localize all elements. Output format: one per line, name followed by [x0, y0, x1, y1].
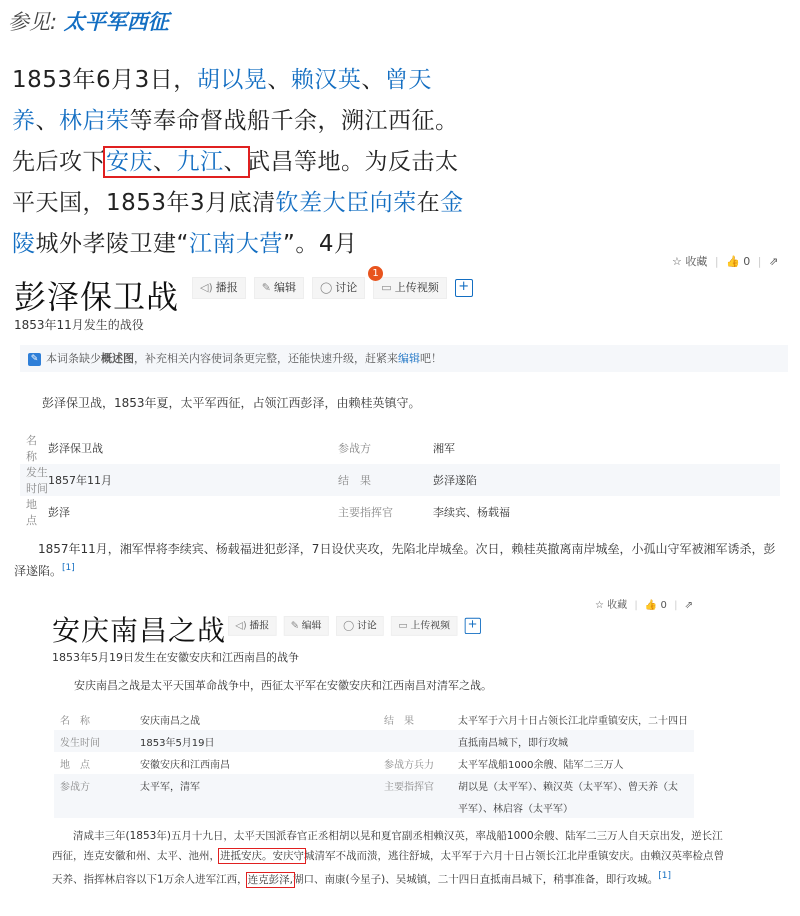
see-also [8, 6, 169, 36]
link-lai-hanying[interactable]: 赖汉英 [290, 67, 362, 93]
info-value: 安庆南昌之战 [140, 715, 200, 727]
entry1-subtitle: 1853年11月发生的战役 [14, 318, 144, 332]
info-key [384, 730, 458, 752]
see-also-link[interactable]: 太平军西征 [63, 10, 169, 34]
intro-text: 在 [416, 190, 441, 216]
play-button[interactable] [192, 277, 246, 299]
info-value: 平军）、林启容（太平军） [458, 796, 694, 818]
notice-text: 本词条缺少 [46, 352, 101, 365]
share-icon[interactable]: ⇗ [769, 255, 779, 268]
notice-bold: 概述图 [101, 352, 134, 365]
info-key: 发生时间 [20, 464, 48, 496]
entry1-toolbar [192, 277, 473, 299]
info-key [54, 796, 140, 818]
link-jiangnan-camp[interactable]: 江南大营 [188, 231, 283, 257]
body-text: 城清军不战而溃，逃往舒城，太平军于六月十日占领长江北岸重镇安庆。由赖汉英率检点曾天养、指挥林启容以下1万余人进军江西， [52, 850, 724, 886]
info-key: 地 点 [26, 498, 48, 527]
info-value: 1853年5月19日 [140, 730, 384, 752]
info-value: 太平军战船1000余艘、陆军二三万人 [458, 759, 624, 771]
edit-button[interactable] [284, 616, 329, 636]
thumb-up-icon[interactable]: 👍 [726, 255, 740, 268]
discuss-label: 讨论 [356, 619, 377, 632]
intro-text: 等奉命督战船千余，溯江西征。先后攻下 [12, 108, 459, 175]
upload-label: 上传视频 [394, 281, 439, 294]
favorite-button[interactable]: 收藏 [685, 255, 708, 268]
info-value: 彭泽保卫战 [48, 442, 103, 455]
intro-text: 、 [153, 149, 177, 175]
body-text: 1857年11月，湘军悍将李续宾、杨载福进犯彭泽，7日设伏夹攻，先陷北岸城垒。次日，赖桂英撤离南岸城垒，小孤山守军被湘军诱杀，彭泽遂陷。 [14, 542, 776, 578]
upload-label: 上传视频 [410, 619, 451, 632]
entry2-summary: 安庆南昌之战是太平天国革命战争中，西征太平军在安徽安庆和江西南昌对清军之战。 [74, 679, 492, 692]
like-count: 0 [743, 255, 751, 268]
pencil-icon: ✎ [290, 619, 300, 632]
speaker-icon: ◁) [200, 281, 213, 294]
intro-text: ”。4月 [282, 231, 358, 257]
info-key: 名 称 [60, 715, 90, 727]
notice-text: ，补充相关内容使词条更完整，还能快速升级，赶紧来 [134, 352, 398, 365]
divider: | [634, 600, 638, 611]
highlight-box [106, 149, 247, 175]
share-icon[interactable]: ⇗ [684, 600, 694, 611]
info-value: 湘军 [433, 442, 455, 455]
pencil-icon: ✎ [261, 281, 271, 294]
info-value: 直抵南昌城下，即行攻城 [458, 730, 694, 752]
divider: | [714, 255, 719, 268]
info-row [54, 752, 694, 774]
info-value: 太平军于六月十日占领长江北岸重镇安庆，二十四日 [458, 715, 688, 727]
info-key: 参战方兵力 [384, 759, 434, 771]
comment-icon: ◯ [319, 281, 333, 294]
reference-link[interactable]: [1] [62, 563, 75, 573]
notice-text: 吧！ [420, 352, 442, 365]
entry2-actions [595, 596, 693, 611]
entry2-infobox [54, 708, 694, 818]
info-row [20, 464, 780, 496]
edit-button[interactable] [254, 277, 304, 299]
intro-text: 城外孝陵卫建“ [35, 231, 189, 257]
thumb-up-icon[interactable]: 👍 [644, 600, 658, 611]
intro-text: 武昌等地。为反击太平天国，1853年3月底清 [12, 149, 459, 216]
intro-paragraph [12, 60, 472, 265]
info-row [20, 432, 780, 464]
divider: | [757, 255, 762, 268]
info-value: 李续宾、杨载福 [433, 506, 510, 519]
highlight-box: 进抵安庆。安庆守 [220, 850, 304, 862]
entry1-header [14, 272, 179, 318]
link-jinling[interactable]: 金陵 [12, 190, 464, 257]
info-value: 1857年11月 [48, 464, 338, 496]
info-row [54, 708, 694, 730]
comment-icon: ◯ [343, 619, 355, 632]
info-key: 地 点 [60, 759, 90, 771]
link-imperial-commissioner[interactable]: 钦差大臣 [275, 190, 370, 216]
entry2-title: 安庆南昌之战 [52, 614, 227, 647]
plus-icon[interactable]: + [464, 618, 480, 634]
edit-icon: ✎ [28, 353, 41, 366]
body-text: 湖口、南康(今星子)、吴城镇，二十四日直抵南昌城下，稍事准备，即行攻城。 [293, 873, 659, 886]
star-icon[interactable]: ☆ [672, 255, 682, 268]
info-key: 结 果 [384, 715, 414, 727]
reference-link[interactable]: [1] [658, 871, 671, 881]
discuss-badge: 1 [368, 266, 383, 281]
intro-text: 、 [267, 67, 291, 93]
upload-video-button[interactable] [373, 277, 446, 299]
info-row [54, 730, 694, 752]
entry1-title: 彭泽保卫战 [14, 278, 180, 316]
play-label: 播报 [215, 281, 238, 294]
link-xiang-rong[interactable]: 向荣 [369, 190, 417, 216]
link-anqing[interactable]: 安庆 [106, 149, 153, 175]
info-key: 参战方 [338, 442, 371, 455]
discuss-button[interactable] [336, 616, 384, 636]
entry1-notice [20, 345, 788, 372]
speaker-icon: ◁) [235, 619, 247, 632]
info-value [140, 796, 384, 818]
body-text: 清咸丰三年(1853年)五月十九日，太平天国派春官正丞相胡以晃和夏官副丞相赖汉英，率战船1000余艘、陆军二三万人自天京出发，逆长江西征，连克安徽和州、太平、池州， [52, 830, 723, 862]
highlight-box: 连克彭泽, [247, 873, 294, 886]
video-icon: ▭ [381, 281, 392, 294]
notice-edit-link[interactable]: 编辑 [398, 352, 420, 365]
play-label: 播报 [249, 619, 270, 632]
link-hu-yihuang[interactable]: 胡以晃 [196, 67, 268, 93]
entry2-body [52, 826, 732, 890]
entry2-toolbar [228, 616, 481, 636]
discuss-label: 讨论 [335, 281, 358, 294]
info-value: 彭泽遂陷 [433, 464, 780, 496]
info-key: 参战方 [54, 774, 140, 796]
intro-text: 1853年6月3日， [12, 67, 197, 93]
video-icon: ▭ [398, 619, 408, 632]
discuss-button[interactable] [312, 277, 365, 299]
like-count: 0 [660, 600, 667, 611]
info-row [20, 496, 780, 528]
intro-text: 、 [35, 108, 59, 134]
entry1-summary: 彭泽保卫战，1853年夏，太平军西征，占领江西彭泽，由赖桂英镇守。 [42, 396, 421, 410]
divider: | [674, 600, 678, 611]
entry1-infobox [20, 432, 780, 528]
upload-video-button[interactable] [391, 616, 457, 636]
info-value: 彭泽 [48, 506, 70, 519]
entry2-header [52, 609, 226, 649]
link-zeng-tianyang[interactable]: 曾天养 [12, 67, 432, 134]
entry2-subtitle: 1853年5月19日发生在安徽安庆和江西南昌的战争 [52, 651, 299, 664]
info-value: 安徽安庆和江西南昌 [140, 759, 230, 771]
intro-text: 、 [223, 149, 247, 175]
info-value: 胡以晃（太平军）、赖汉英（太平军）、曾天养（太 [458, 774, 694, 796]
info-key: 发生时间 [54, 730, 140, 752]
edit-label: 编辑 [301, 619, 322, 632]
play-button[interactable] [228, 616, 276, 636]
info-key: 主要指挥官 [384, 774, 458, 796]
entry1-actions [672, 253, 778, 269]
info-row [54, 774, 694, 796]
info-key: 主要指挥官 [338, 506, 393, 519]
intro-text: 、 [361, 67, 385, 93]
link-jiujiang[interactable]: 九江 [176, 149, 224, 175]
info-key: 名 称 [26, 434, 48, 463]
info-value: 太平军，清军 [140, 774, 384, 796]
favorite-button[interactable]: 收藏 [607, 600, 628, 611]
see-also-prefix: 参见: [8, 10, 64, 34]
info-row [54, 796, 694, 818]
info-key: 结 果 [338, 464, 433, 496]
plus-icon[interactable]: + [455, 279, 473, 297]
edit-label: 编辑 [273, 281, 296, 294]
info-key [384, 796, 458, 818]
entry1-body [14, 540, 786, 581]
star-icon[interactable]: ☆ [595, 600, 604, 611]
link-lin-qirong[interactable]: 林启荣 [59, 108, 130, 134]
